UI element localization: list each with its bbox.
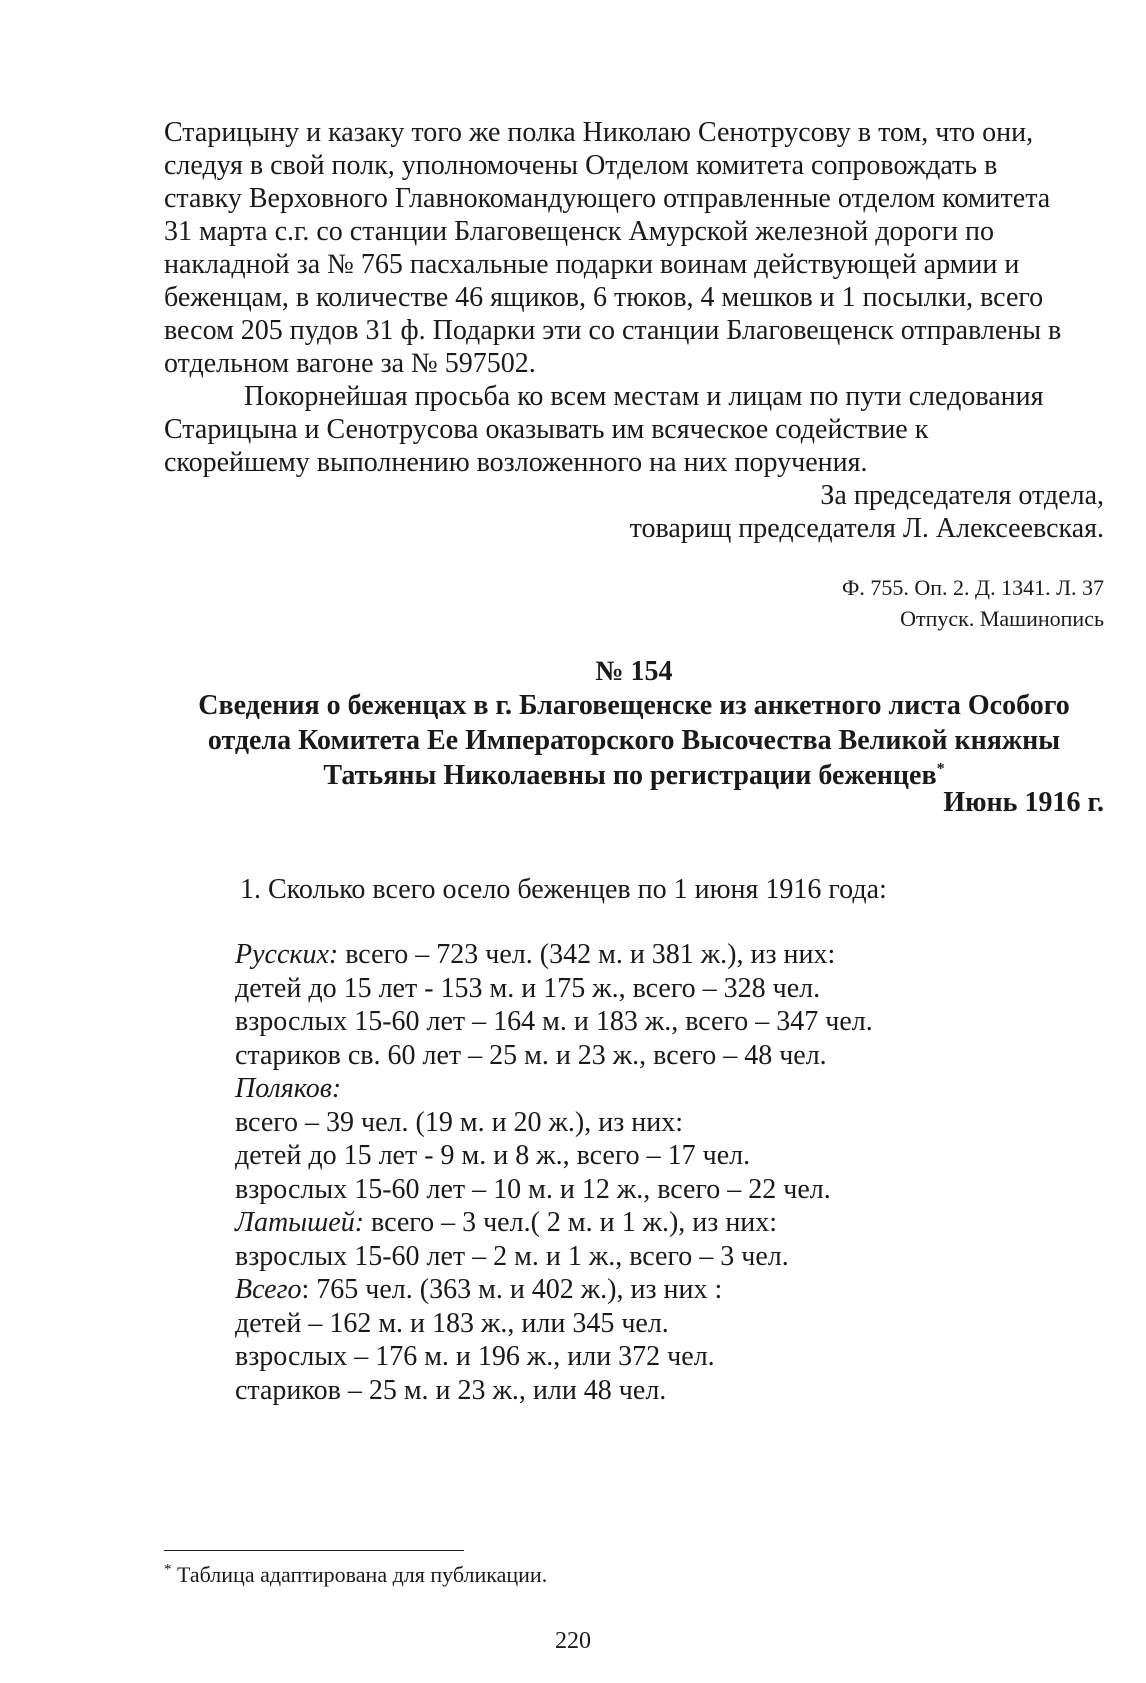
document-title: [164, 688, 1104, 793]
stats-line: взрослых 15-60 лет – 10 м. и 12 ж., всего – 22 чел.: [235, 1173, 831, 1205]
archive-type: Отпуск. Машинопись: [900, 606, 1104, 631]
page-number: 220: [555, 1628, 591, 1654]
refugee-statistics: [235, 938, 1095, 1407]
footnote-reference-mark[interactable]: *: [936, 760, 945, 778]
continuation-line: отдельном вагоне за № 597502.: [164, 348, 536, 379]
stats-line: детей – 162 м. и 183 ж., или 345 чел.: [235, 1307, 669, 1339]
signature-line: За председателя отдела,: [820, 480, 1104, 511]
document-date: Июнь 1916 г.: [943, 787, 1104, 818]
request-line: Старицына и Сенотрусова оказывать им всяческое содействие к: [164, 414, 929, 445]
title-line: Татьяны Николаевны по регистрации беженцев: [323, 760, 937, 791]
continuation-line: ставку Верховного Главнокомандующего отправленные отделом комитета: [164, 183, 1051, 214]
archive-reference: Ф. 755. Оп. 2. Д. 1341. Л. 37: [842, 575, 1104, 600]
footnote-text: Таблица адаптирована для публикации.: [171, 1562, 548, 1587]
stats-line: Всего: 765 чел. (363 м. и 402 ж.), из них :: [235, 1274, 723, 1305]
stats-line: стариков св. 60 лет – 25 м. и 23 ж., всего – 48 чел.: [235, 1039, 827, 1071]
total-label: Всего: [235, 1274, 302, 1305]
title-line: отдела Комитета Ее Императорского Высочества Великой княжны: [207, 725, 1061, 756]
continuation-line: весом 205 пудов 31 ф. Подарки эти со станции Благовещенск отправлены в: [164, 315, 1062, 346]
stats-line: взрослых – 176 м. и 196 ж., или 372 чел.: [235, 1341, 715, 1372]
signature-line: товарищ председателя Л. Алексеевская.: [629, 513, 1104, 544]
request-line: Покорнейшая просьба ко всем местам и лицам по пути следования: [244, 381, 1044, 412]
stats-line: детей до 15 лет - 153 м. и 175 ж., всего – 328 чел.: [235, 972, 821, 1004]
archival-source: [164, 572, 1104, 634]
title-line: Сведения о беженцах в г. Благовещенске из анкетного листа Особого: [198, 690, 1070, 721]
continuation-paragraph: [164, 116, 1104, 380]
continuation-line: 31 марта с.г. со станции Благовещенск Амурской железной дороги по: [164, 216, 994, 247]
stats-line: Латышей: всего – 3 чел.( 2 м. и 1 ж.), из них:: [235, 1207, 778, 1238]
stats-line: [235, 1072, 1095, 1106]
signature-block: [164, 479, 1104, 545]
stats-line: стариков – 25 м. и 23 ж., или 48 чел.: [235, 1374, 667, 1406]
stats-line: взрослых 15-60 лет – 164 м. и 183 ж., всего – 347 чел.: [235, 1006, 873, 1037]
footnote: [164, 1561, 1064, 1589]
continuation-line: накладной за № 765 пасхальные подарки воинам действующей армии и: [164, 249, 1020, 280]
stats-line: всего – 39 чел. (19 м. и 20 ж.), из них:: [235, 1106, 684, 1138]
stats-line: Русских: всего – 723 чел. (342 м. и 381 ж.), из них:: [235, 939, 836, 970]
footnote-mark: *: [164, 1561, 172, 1578]
stats-line: детей до 15 лет - 9 м. и 8 ж., всего – 17 чел.: [235, 1140, 751, 1171]
request-line: скорейшему выполнению возложенного на них поручения.: [164, 447, 868, 478]
continuation-line: следуя в свой полк, уполномочены Отделом комитета сопровождать в: [164, 150, 998, 181]
survey-question: 1. Сколько всего осело беженцев по 1 июня 1916 года:: [240, 874, 887, 905]
request-paragraph: [164, 380, 1104, 479]
stats-line: взрослых 15-60 лет – 2 м. и 1 ж., всего – 3 чел.: [235, 1240, 789, 1272]
nationality-label: Латышей:: [235, 1207, 365, 1238]
continuation-line: беженцам, в количестве 46 ящиков, 6 тюков, 4 мешков и 1 посылки, всего: [164, 282, 1044, 313]
nationality-label: Русских:: [235, 939, 339, 970]
document-number: № 154: [595, 656, 673, 687]
continuation-line: Старицыну и казаку того же полка Николаю Сенотрусову в том, что они,: [164, 117, 1034, 148]
nationality-label: Поляков:: [235, 1073, 342, 1104]
footnote-divider: [164, 1550, 464, 1551]
